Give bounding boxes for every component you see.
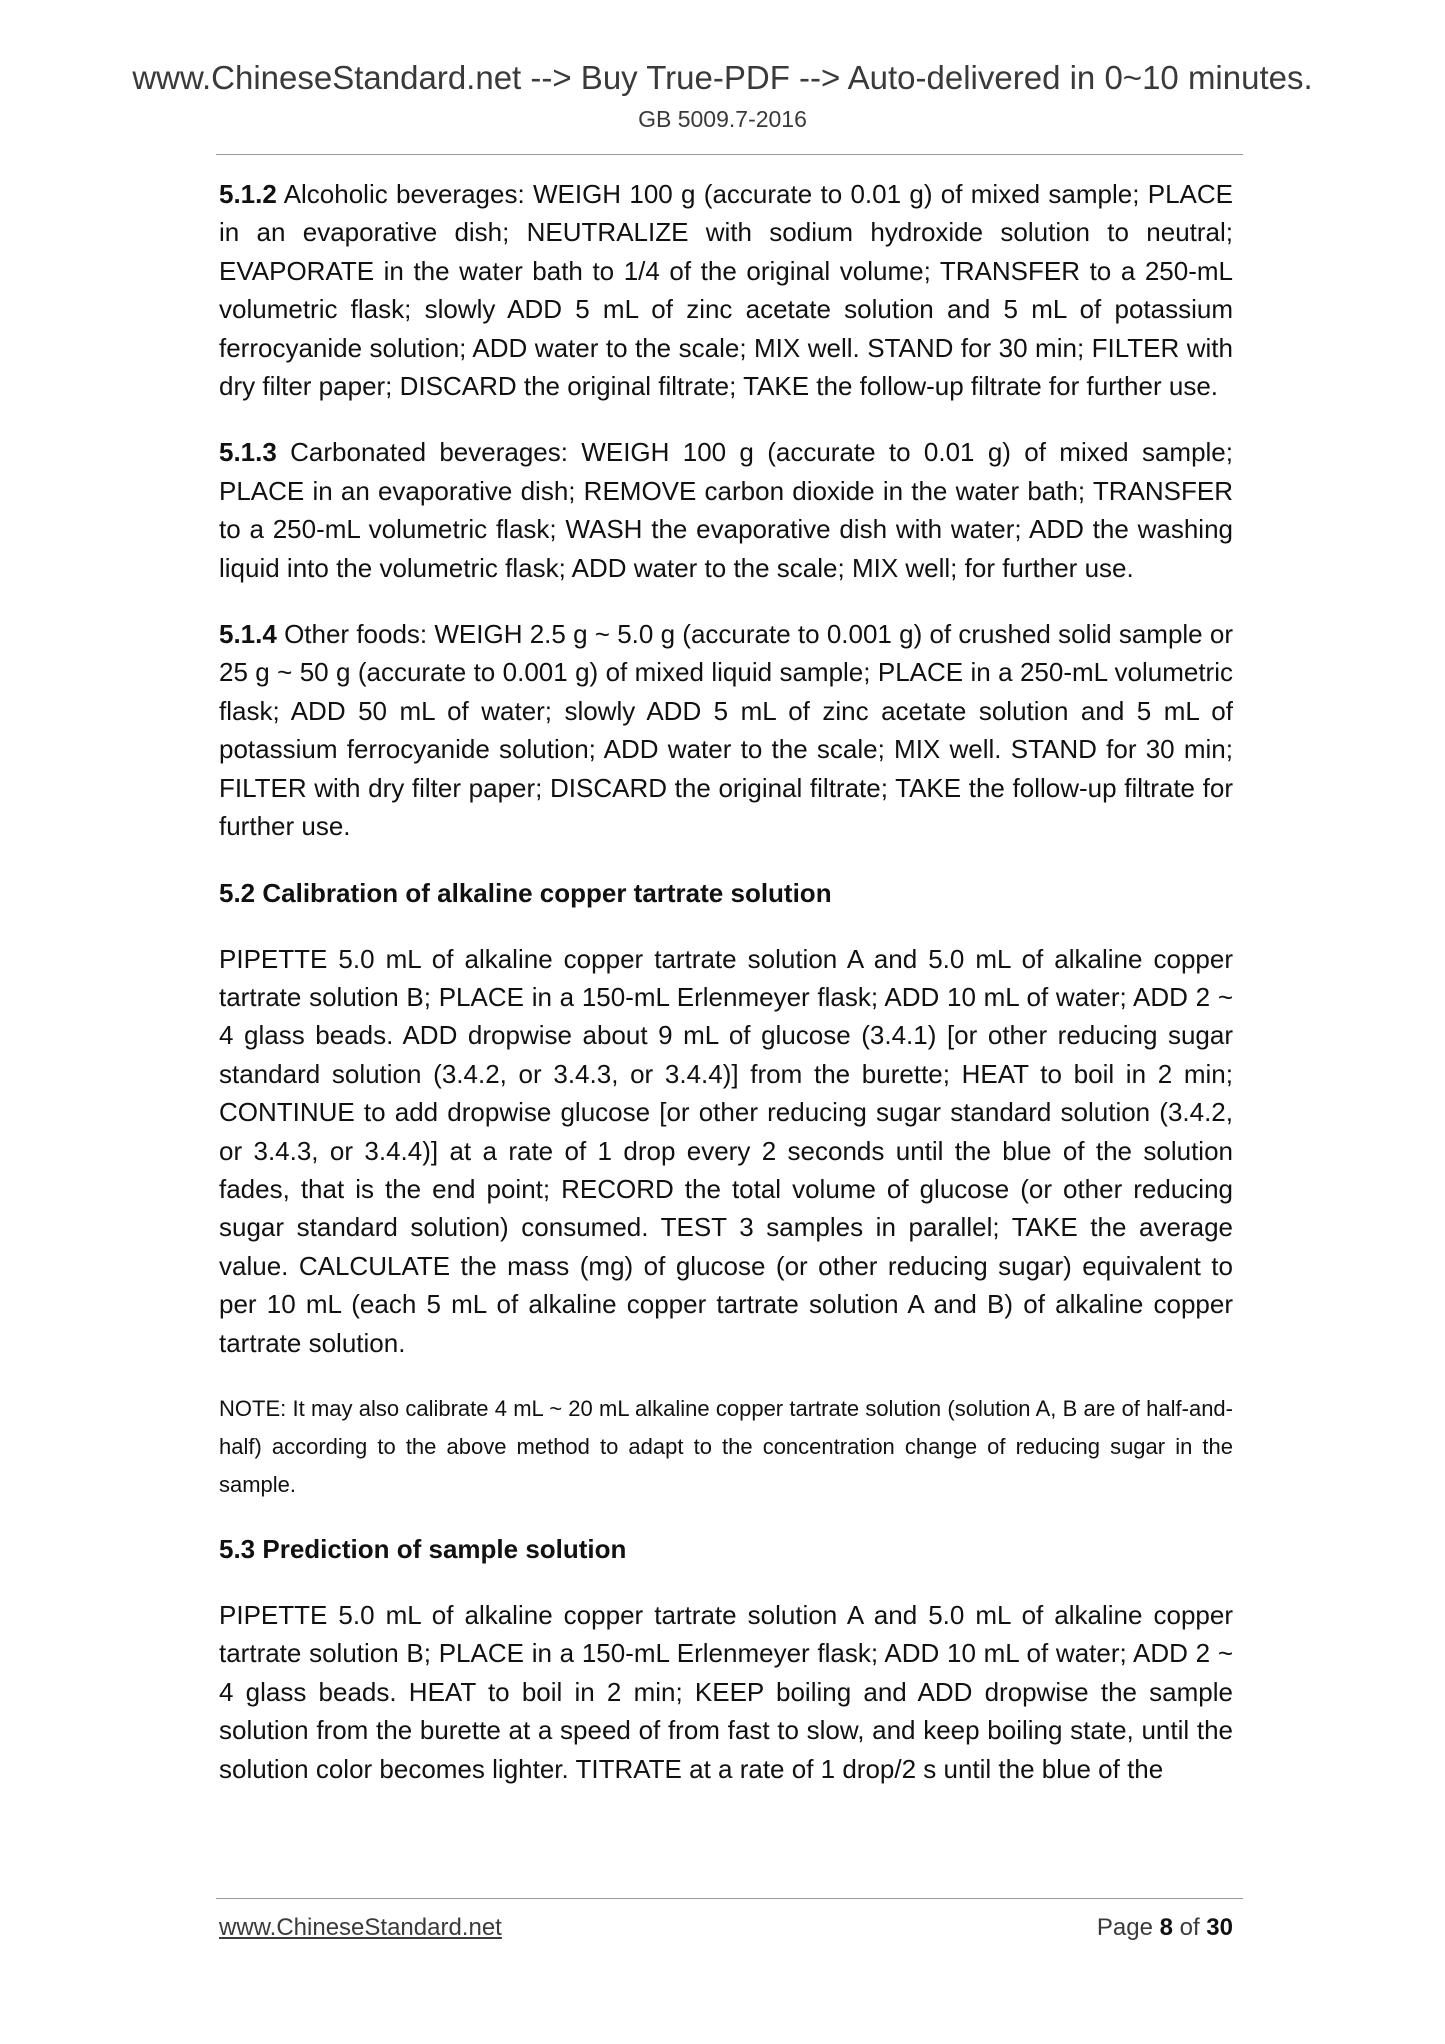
header-divider xyxy=(216,154,1243,155)
section-text: Alcoholic beverages: WEIGH 100 g (accurate to 0.01 g) of mixed sample; PLACE in an evaporative dish; NEUTRALIZE with sodium hydroxide solution to neutral; EVAPORATE in the water bath to 1/4 of the original volume; TRANSFER to a 250-mL volumetric flask; slowly ADD 5 mL of zinc acetate solution and 5 mL of potassium ferrocyanide solution; ADD water to the scale; MIX well. STAND for 30 min; FILTER with dry filter paper; DISCARD the original filtrate; TAKE the follow-up filtrate for further use. xyxy=(219,179,1233,402)
footer-divider xyxy=(216,1898,1243,1899)
document-body xyxy=(219,175,1233,1816)
document-id: GB 5009.7-2016 xyxy=(638,106,807,132)
section-5-2-text: PIPETTE 5.0 mL of alkaline copper tartrate solution A and 5.0 mL of alkaline copper tartrate solution B; PLACE in a 150-mL Erlenmeyer flask; ADD 10 mL of water; ADD 2 ~ 4 glass beads. ADD dropwise about 9 mL of glucose (3.4.1) [or other reducing sugar standard solution (3.4.2, or 3.4.3, or 3.4.4)] from the burette; HEAT to boil in 2 min; CONTINUE to add dropwise glucose [or other reducing sugar standard solution (3.4.2, or 3.4.3, or 3.4.4)] at a rate of 1 drop every 2 seconds until the blue of the solution fades, that is the end point; RECORD the total volume of glucose (or other reducing sugar standard solution) consumed. TEST 3 samples in parallel; TAKE the average value. CALCULATE the mass (mg) of glucose (or other reducing sugar) equivalent to per 10 mL (each 5 mL of alkaline copper tartrate solution A and B) of alkaline copper tartrate solution. xyxy=(219,943,1233,1358)
section-5-3-heading: 5.3 Prediction of sample solution xyxy=(219,1533,627,1564)
section-5-2-note: NOTE: It may also calibrate 4 mL ~ 20 mL alkaline copper tartrate solution (solution A, B are of half-and-half) according to the above method to adapt to the concentration change of reducing sugar in the sample. xyxy=(219,1395,1233,1497)
section-5-2-heading: 5.2 Calibration of alkaline copper tartrate solution xyxy=(219,877,832,908)
section-5-1-3 xyxy=(219,433,1233,587)
section-5-3-text: PIPETTE 5.0 mL of alkaline copper tartrate solution A and 5.0 mL of alkaline copper tartrate solution B; PLACE in a 150-mL Erlenmeyer flask; ADD 10 mL of water; ADD 2 ~ 4 glass beads. HEAT to boil in 2 min; KEEP boiling and ADD dropwise the sample solution from the burette at a speed of from fast to slow, and keep boiling state, until the solution color becomes lighter. TITRATE at a rate of 1 drop/2 s until the blue of the xyxy=(219,1599,1233,1784)
section-text: Other foods: WEIGH 2.5 g ~ 5.0 g (accurate to 0.001 g) of crushed solid sample or 25 g ~ 50 g (accurate to 0.001 g) of mixed liquid sample; PLACE in a 250-mL volumetric flask; ADD 50 mL of water; slowly ADD 5 mL of zinc acetate solution and 5 mL of potassium ferrocyanide solution; ADD water to the scale; MIX well. STAND for 30 min; FILTER with dry filter paper; DISCARD the original filtrate; TAKE the follow-up filtrate for further use. xyxy=(219,619,1233,842)
section-text: Carbonated beverages: WEIGH 100 g (accurate to 0.01 g) of mixed sample; PLACE in an evaporative dish; REMOVE carbon dioxide in the water bath; TRANSFER to a 250-mL volumetric flask; WASH the evaporative dish with water; ADD the washing liquid into the volumetric flask; ADD water to the scale; MIX well; for further use. xyxy=(219,437,1233,583)
section-5-1-4 xyxy=(219,615,1233,845)
footer-website-link[interactable]: www.ChineseStandard.net xyxy=(219,1914,502,1941)
section-number: 5.1.4 xyxy=(219,619,277,650)
page-prefix: Page xyxy=(1096,1914,1160,1941)
section-5-1-2 xyxy=(219,175,1233,405)
page-current: 8 xyxy=(1159,1914,1173,1941)
page-header xyxy=(0,56,1445,136)
section-number: 5.1.2 xyxy=(219,179,277,209)
page-total: 30 xyxy=(1206,1914,1233,1941)
header-banner: www.ChineseStandard.net --> Buy True-PDF --> Auto-delivered in 0~10 minutes. xyxy=(132,59,1313,96)
page-middle: of xyxy=(1172,1914,1207,1941)
page-footer xyxy=(219,1914,1233,1950)
page-number xyxy=(1097,1914,1233,1942)
section-number: 5.1.3 xyxy=(219,437,277,468)
